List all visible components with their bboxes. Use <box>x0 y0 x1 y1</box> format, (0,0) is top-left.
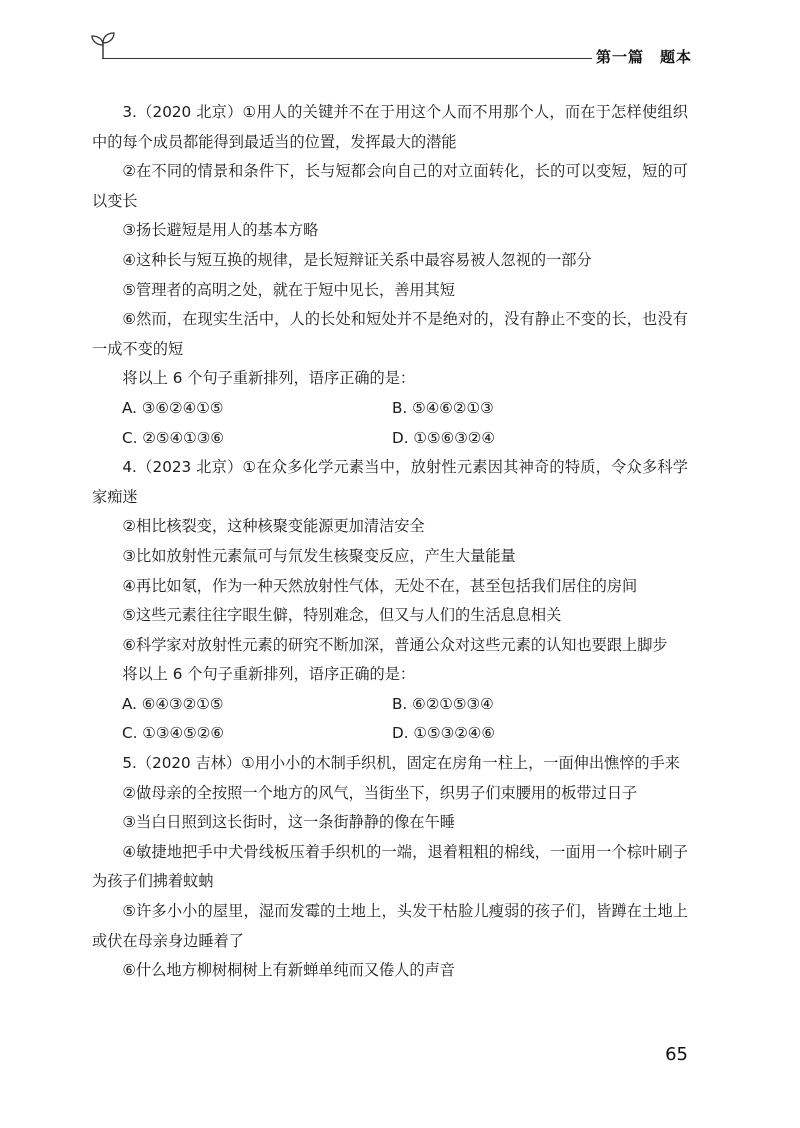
option-d: D. ①⑤③②④⑥ <box>392 724 496 743</box>
sentence: ④这种长与短互换的规律，是长短辩证关系中最容易被人忽视的一部分 <box>122 250 592 269</box>
sentence: ②做母亲的全按照一个地方的风气，当街坐下，织男子们束腰用的板带过日子 <box>122 783 638 802</box>
option-c: C. ①③④⑤②⑥ <box>122 724 224 743</box>
options-row <box>92 394 688 424</box>
question-3-stem: 3.（2020 北京）①用人的关键并不在于用这个人而不用那个人，而在于怎样使组织中的每个成员都能得到最适当的位置，发挥最大的潜能 <box>92 103 688 151</box>
option-c: C. ②⑤④①③⑥ <box>122 428 224 447</box>
sentence: ⑥然而，在现实生活中，人的长处和短处并不是绝对的，没有静止不变的长，也没有一成不变的短 <box>92 310 688 358</box>
sprout-icon <box>88 30 118 60</box>
question-prompt: 将以上 6 个句子重新排列，语序正确的是： <box>122 665 416 684</box>
sentence: ⑤管理者的高明之处，就在于短中见长，善用其短 <box>122 280 455 299</box>
sentence: ④敏捷地把手中犬骨线板压着手织机的一端，退着粗粗的棉线，一面用一个棕叶刷子为孩子们拂着蚊蚋 <box>92 842 688 891</box>
page-content <box>92 98 688 986</box>
page-number: 65 <box>665 1044 688 1065</box>
options-row <box>92 690 688 720</box>
sentence: ③扬长避短是用人的基本方略 <box>122 221 319 240</box>
question-5-stem: 5.（2020 吉林）①用小小的木制手织机，固定在房角一柱上，一面伸出憔悴的手来 <box>122 754 680 773</box>
option-b: B. ⑥②①⑤③④ <box>392 694 494 713</box>
options-row <box>92 719 688 749</box>
question-prompt: 将以上 6 个句子重新排列，语序正确的是： <box>122 369 416 388</box>
page-header <box>88 28 692 68</box>
option-a: A. ③⑥②④①⑤ <box>122 398 224 417</box>
option-a: A. ⑥④③②①⑤ <box>122 694 224 713</box>
header-rule <box>102 58 592 59</box>
sentence: ②相比核裂变，这种核聚变能源更加清洁安全 <box>122 517 425 536</box>
sentence: ⑥科学家对放射性元素的研究不断加深，普通公众对这些元素的认知也要跟上脚步 <box>122 635 668 654</box>
option-d: D. ①⑤⑥③②④ <box>392 428 496 447</box>
sentence: ④再比如氡，作为一种天然放射性气体，无处不在，甚至包括我们居住的房间 <box>122 576 638 595</box>
options-row <box>92 424 688 454</box>
question-4-stem: 4.（2023 北京）①在众多化学元素当中，放射性元素因其神奇的特质，令众多科学家痴迷 <box>92 458 688 506</box>
sentence: ③当白日照到这长街时，这一条街静静的像在午睡 <box>122 813 455 832</box>
sentence: ②在不同的情景和条件下，长与短都会向自己的对立面转化，长的可以变短，短的可以变长 <box>92 162 688 210</box>
sentence: ⑥什么地方柳树桐树上有新蝉单纯而又倦人的声音 <box>122 961 455 980</box>
option-b: B. ⑤④⑥②①③ <box>392 398 494 417</box>
sentence: ⑤这些元素往往字眼生僻，特别难念，但又与人们的生活息息相关 <box>122 606 562 625</box>
sentence: ③比如放射性元素氚可与氘发生核聚变反应，产生大量能量 <box>122 546 516 565</box>
sentence: ⑤许多小小的屋里，湿而发霉的土地上，头发干枯脸儿瘦弱的孩子们，皆蹲在土地上或伏在母亲身边睡着了 <box>92 902 688 950</box>
section-title: 第一篇 题本 <box>595 48 692 66</box>
